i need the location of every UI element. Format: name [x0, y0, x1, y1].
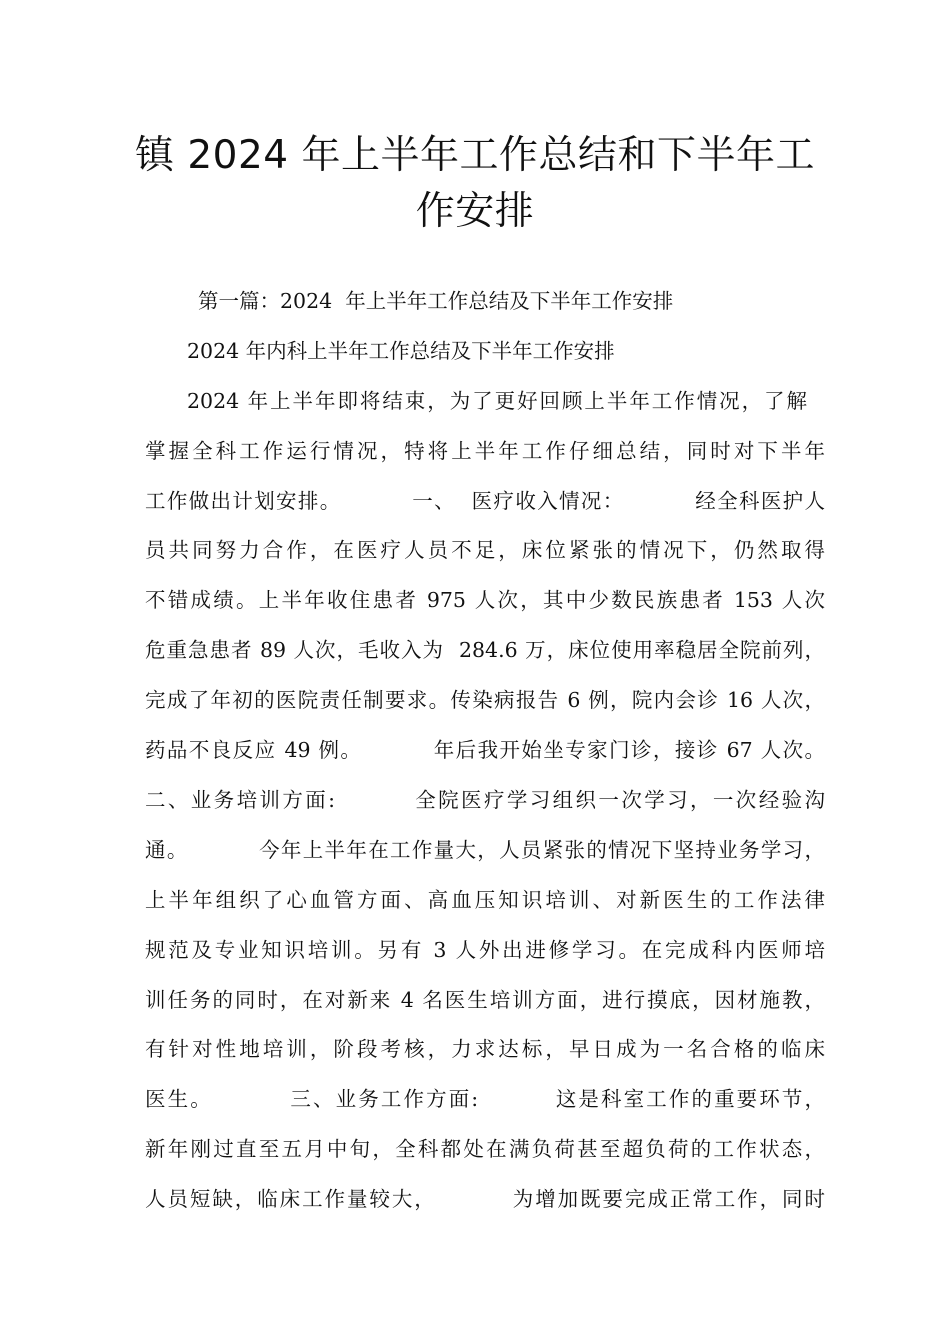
- body-line: 新年刚过直至五月中旬，全科都处在满负荷甚至超负荷的工作状态，: [145, 1137, 825, 1161]
- body-line: 二、业务培训方面: 全院医疗学习组织一次学习，一次经验沟: [145, 788, 825, 812]
- body-line: 人员短缺，临床工作量较大， 为增加既要完成正常工作，同时: [145, 1187, 825, 1211]
- title-line-2: 作安排: [415, 189, 535, 234]
- section-heading: 第一篇：2024 年上半年工作总结及下半年工作安排: [198, 289, 674, 313]
- body-line: 药品不良反应 49 例。 年后我开始坐专家门诊，接诊 67 人次。: [145, 738, 825, 762]
- body-line: 掌握全科工作运行情况，特将上半年工作仔细总结，同时对下半年: [145, 439, 825, 463]
- body-line: 危重急患者 89 人次，毛收入为 284.6 万，床位使用率稳居全院前列，: [145, 638, 825, 662]
- body-line: 通。 今年上半年在工作量大，人员紧张的情况下坚持业务学习，: [145, 838, 825, 862]
- body-line: 完成了年初的医院责任制要求。传染病报告 6 例，院内会诊 16 人次，: [145, 688, 825, 712]
- title-line-1: 镇 2024 年上半年工作总结和下半年工: [134, 133, 816, 178]
- body-line: 不错成绩。上半年收住患者 975 人次，其中少数民族患者 153 人次: [145, 588, 825, 612]
- body-line: 有针对性地培训，阶段考核，力求达标，早日成为一名合格的临床: [145, 1037, 825, 1061]
- body-line: 员共同努力合作，在医疗人员不足，床位紧张的情况下，仍然取得: [145, 538, 825, 562]
- body-line: 训任务的同时，在对新来 4 名医生培训方面，进行摸底，因材施教，: [145, 988, 825, 1012]
- document-title: [120, 128, 830, 240]
- body-line: 上半年组织了心血管方面、高血压知识培训、对新医生的工作法律: [145, 888, 825, 912]
- body-line: 规范及专业知识培训。另有 3 人外出进修学习。在完成科内医师培: [145, 938, 825, 962]
- subtitle: 2024 年内科上半年工作总结及下半年工作安排: [187, 339, 615, 363]
- body-line: 医生。 三、业务工作方面: 这是科室工作的重要环节，: [145, 1087, 825, 1111]
- body-line: 2024 年上半年即将结束，为了更好回顾上半年工作情况，了解: [187, 389, 807, 413]
- body-line: 工作做出计划安排。 一、 医疗收入情况： 经全科医护人: [145, 489, 825, 513]
